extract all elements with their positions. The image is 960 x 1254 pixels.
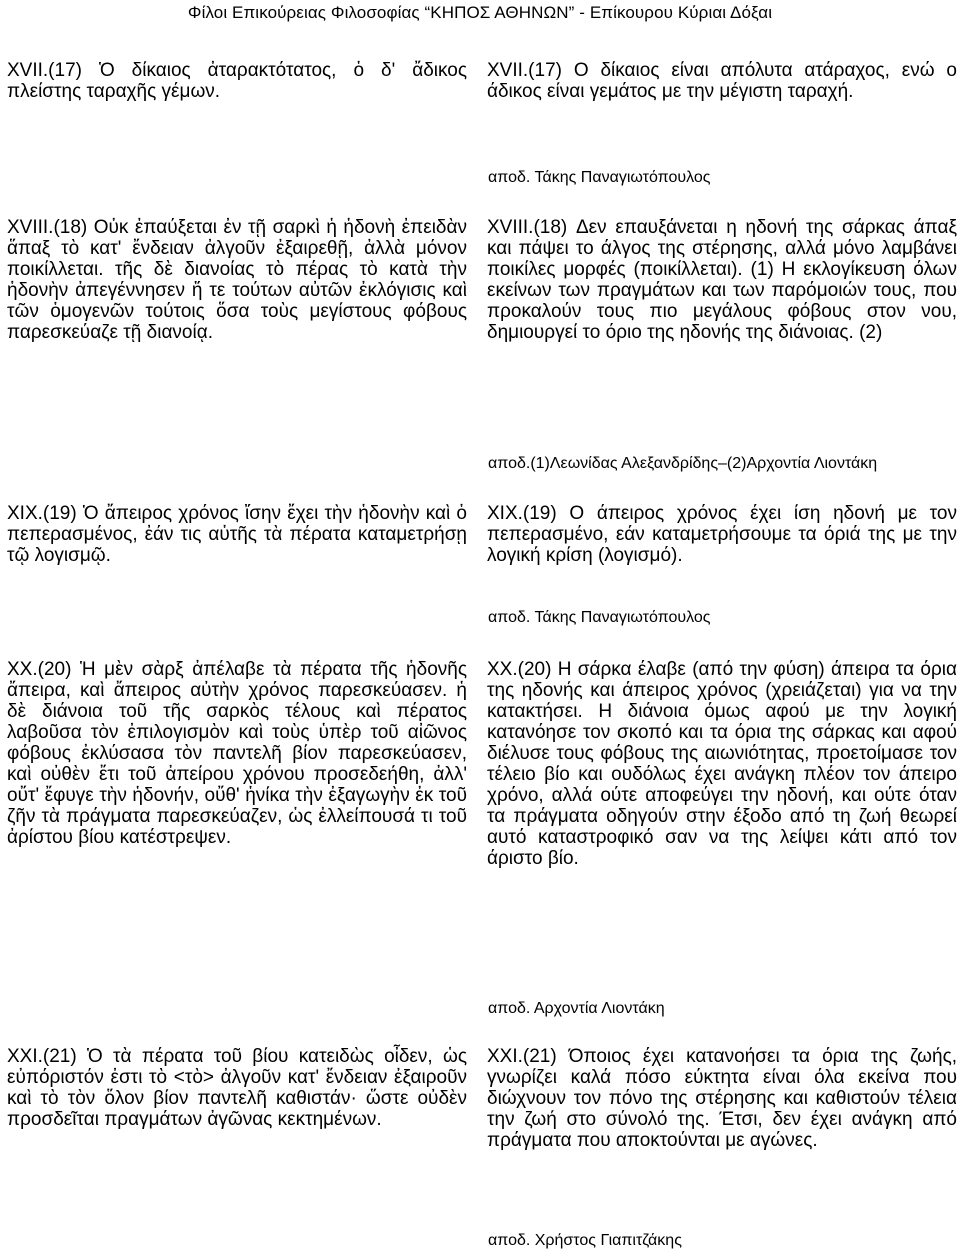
greek-text-19: XIX.(19) Ὁ ἄπειρος χρόνος ἴσην ἔχει τὴν ἡδονὴν καὶ ὁ πεπερασμένος, ἐάν τις αὐτῆς τὰ πέρατα καταμετρήσῃ τῷ λογισμῷ. <box>7 503 467 566</box>
greek-text-20: XX.(20) Ἡ μὲν σὰρξ ἀπέλαβε τὰ πέρατα τῆς ἡδονῆς ἄπειρα, καὶ ἄπειρος αὐτὴν χρόνος παρεσκεύασεν. ἡ δὲ διάνοια τοῦ τῆς σαρκὸς τέλους καὶ πέρατος λαβοῦσα τὸν ἐπιλογισμὸν καὶ τοὺς ὑπὲρ τοῦ αἰῶνος φόβους ἐκλύσασα τὸν παντελῆ βίον παρεσκεύασεν, καὶ οὐθὲν ἔτι τοῦ ἀπείρου χρόνου προσεδεήθη, ἀλλ' οὔτ' ἔφυγε τὴν ἡδονήν, οὔθ' ἡνίκα τὴν ἐξαγωγὴν ἐκ τοῦ ζῆν τὰ πράγματα παρεσκεύαζεν, ὡς ἐλλείπουσά τι τοῦ ἀρίστου βίου κατέστρεψεν. <box>7 659 467 848</box>
greek-text-21: XXI.(21) Ὁ τὰ πέρατα τοῦ βίου κατειδὼς οἶδεν, ὡς εὐπόριστόν ἐστι τὸ <τὸ> ἀλγοῦν κατ' ἔνδειαν ἐξαιροῦν καὶ τὸ τὸν ὅλον βίον παντελῆ καθιστάν· ὥστε οὐδὲν προσδεῖται πραγμάτων ἀγῶνας κεκτημένων. <box>7 1046 467 1130</box>
modern-text-20: XX.(20) Η σάρκα έλαβε (από την φύση) άπειρα τα όρια της ηδονής και άπειρος χρόνος (χρειάζεται) για να την κατακτήσει. Η διάνοια όμως αφού με την λογική κατανόησε τον σκοπό και τα όρια της σάρκας και αφού διέλυσε τους φόβους της αιωνιότητας, προετοίμασε τον τέλειο βίο και ουδόλως έχει ανάγκη πλέον τον άπειρο χρόνο, αλλά ούτε αποφεύγει την ηδονή, και ούτε όταν τα πράγματα οδηγούν στην έξοδο από τη ζωή θεωρεί αυτό καταστροφικό σαν να της λείψει κάτι από τον άριστο βίο. <box>487 659 957 869</box>
page-header: Φίλοι Επικούρειας Φιλοσοφίας “ΚΗΠΟΣ ΑΘΗΝΩΝ” - Επίκουρου Κύριαι Δόξαι <box>187 3 773 22</box>
modern-text-18: XVIII.(18) Δεν επαυξάνεται η ηδονή της σάρκας άπαξ και πάψει το άλγος της στέρησης, αλλά μόνο λαμβάνει ποικίλες μορφές (ποικίλλεται). (1) Η εκλογίκευση όλων εκείνων των πραγμάτων και των παρόμοιών τους, που προκαλούν τους πιο μεγάλους φόβους στον νου, δημιουργεί το όριο της ηδονής της διάνοιας. (2) <box>487 217 957 343</box>
translator-credit-18: αποδ.(1)Λεωνίδας Αλεξανδρίδης–(2)Αρχοντία Λιοντάκη <box>488 455 878 472</box>
greek-text-18: XVIII.(18) Οὐκ ἐπαύξεται ἐν τῇ σαρκὶ ἡ ἡδονὴ ἐπειδὰν ἅπαξ τὸ κατ' ἔνδειαν ἀλγοῦν ἐξαιρεθῇ, ἀλλὰ μόνον ποικίλλεται. τῆς δὲ διανοίας τὸ πέρας τὸ κατὰ τὴν ἡδονὴν ἀπεγέννησεν ἥ τε τούτων αὐτῶν ἐκλόγισις καὶ τῶν ὁμογενῶν τούτοις ὅσα τοὺς μεγίστους φόβους παρεσκεύαζε τῇ διανοίᾳ. <box>7 217 467 343</box>
translator-credit-19: αποδ. Τάκης Παναγιωτόπουλος <box>488 609 711 626</box>
modern-text-19: XIX.(19) Ο άπειρος χρόνος έχει ίση ηδονή με τον πεπερασμένο, εάν καταμετρήσουμε τα όριά της με την λογική κρίση (λογισμό). <box>487 503 957 566</box>
translator-credit-17: αποδ. Τάκης Παναγιωτόπουλος <box>488 169 711 186</box>
modern-text-17: XVII.(17) Ο δίκαιος είναι απόλυτα ατάραχος, ενώ ο άδικος είναι γεμάτος με την μέγιστη ταραχή. <box>487 60 957 102</box>
translator-credit-21: αποδ. Χρήστος Γιαπιτζάκης <box>488 1232 682 1249</box>
modern-text-21: XXI.(21) Όποιος έχει κατανοήσει τα όρια της ζωής, γνωρίζει καλά πόσο εύκτητα είναι όλα εκείνα που διώχνουν τον πόνο της στέρησης και καθιστούν τέλεια την ζωή στο σύνολό της. Έτσι, δεν έχει ανάγκη από πράγματα που αποκτούνται με αγώνες. <box>487 1046 957 1151</box>
greek-text-17: XVII.(17) Ὁ δίκαιος ἀταρακτότατος, ὁ δ' ἄδικος πλείστης ταραχῆς γέμων. <box>7 60 467 102</box>
translator-credit-20: αποδ. Αρχοντία Λιοντάκη <box>488 1000 665 1017</box>
